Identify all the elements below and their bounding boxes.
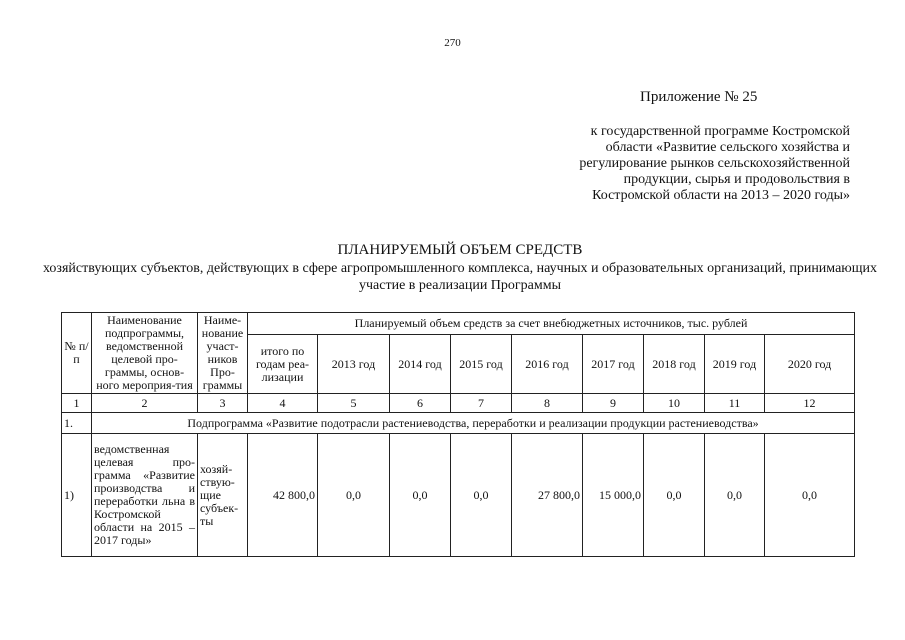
header-year: 2015 год bbox=[451, 335, 512, 394]
column-number: 3 bbox=[198, 394, 248, 413]
column-number: 12 bbox=[765, 394, 855, 413]
header-name: Наименование подпрограммы, ведомственной целевой про-граммы, основ-ного мероприя-тия bbox=[92, 313, 198, 394]
column-number: 1 bbox=[62, 394, 92, 413]
header-year: 2016 год bbox=[512, 335, 583, 394]
column-number: 2 bbox=[92, 394, 198, 413]
header-year: 2019 год bbox=[705, 335, 765, 394]
column-number: 11 bbox=[705, 394, 765, 413]
column-number: 10 bbox=[644, 394, 705, 413]
header-funding-group: Планируемый объем средств за счет внебюджетных источников, тыс. рублей bbox=[248, 313, 855, 335]
row-value: 0,0 bbox=[318, 434, 390, 557]
row-value: 0,0 bbox=[705, 434, 765, 557]
header-num: № п/п bbox=[62, 313, 92, 394]
row-name: ведомственная целевая про-грамма «Развитие производства и переработки льна в Костромской области на 2015 – 2017 годы» bbox=[92, 434, 198, 557]
row-value: 0,0 bbox=[765, 434, 855, 557]
subprogram-row bbox=[62, 413, 855, 434]
subprogram-title: Подпрограмма «Развитие подотрасли растениеводства, переработки и реализации продукции растениеводства» bbox=[92, 413, 855, 434]
column-number: 8 bbox=[512, 394, 583, 413]
appendix-title: Приложение № 25 bbox=[640, 89, 758, 105]
header-year: 2014 год bbox=[390, 335, 451, 394]
header-year: 2017 год bbox=[583, 335, 644, 394]
table-header-row bbox=[62, 313, 855, 335]
row-value: 0,0 bbox=[451, 434, 512, 557]
page-number: 270 bbox=[444, 37, 461, 49]
row-value: 15 000,0 bbox=[583, 434, 644, 557]
appendix-subtitle: к государственной программе Костромской области «Развитие сельского хозяйства и регулирование рынков сельскохозяйственной продукции, сырья и продовольствия в Костромской области на 2013 – 2020 годы» bbox=[579, 124, 850, 203]
column-number: 5 bbox=[318, 394, 390, 413]
row-value: 27 800,0 bbox=[512, 434, 583, 557]
header-year: 2020 год bbox=[765, 335, 855, 394]
subprogram-num: 1. bbox=[62, 413, 92, 434]
table-row bbox=[62, 434, 855, 557]
funding-table bbox=[61, 312, 855, 557]
row-value: 0,0 bbox=[390, 434, 451, 557]
document-subtitle: хозяйствующих субъектов, действующих в сфере агропромышленного комплекса, научных и образовательных организаций, принимающих участие в реализации Программы bbox=[42, 261, 878, 293]
row-total: 42 800,0 bbox=[248, 434, 318, 557]
column-number: 7 bbox=[451, 394, 512, 413]
row-num: 1) bbox=[62, 434, 92, 557]
column-number: 6 bbox=[390, 394, 451, 413]
column-numbers-row bbox=[62, 394, 855, 413]
document-title: ПЛАНИРУЕМЫЙ ОБЪЕМ СРЕДСТВ bbox=[337, 242, 583, 258]
header-total: итого по годам реа-лизации bbox=[248, 335, 318, 394]
header-year: 2018 год bbox=[644, 335, 705, 394]
column-number: 9 bbox=[583, 394, 644, 413]
header-year: 2013 год bbox=[318, 335, 390, 394]
column-number: 4 bbox=[248, 394, 318, 413]
row-participants: хозяй-ствую-щие субъек-ты bbox=[198, 434, 248, 557]
row-value: 0,0 bbox=[644, 434, 705, 557]
header-participants: Наиме-нование участ-ников Про-граммы bbox=[198, 313, 248, 394]
